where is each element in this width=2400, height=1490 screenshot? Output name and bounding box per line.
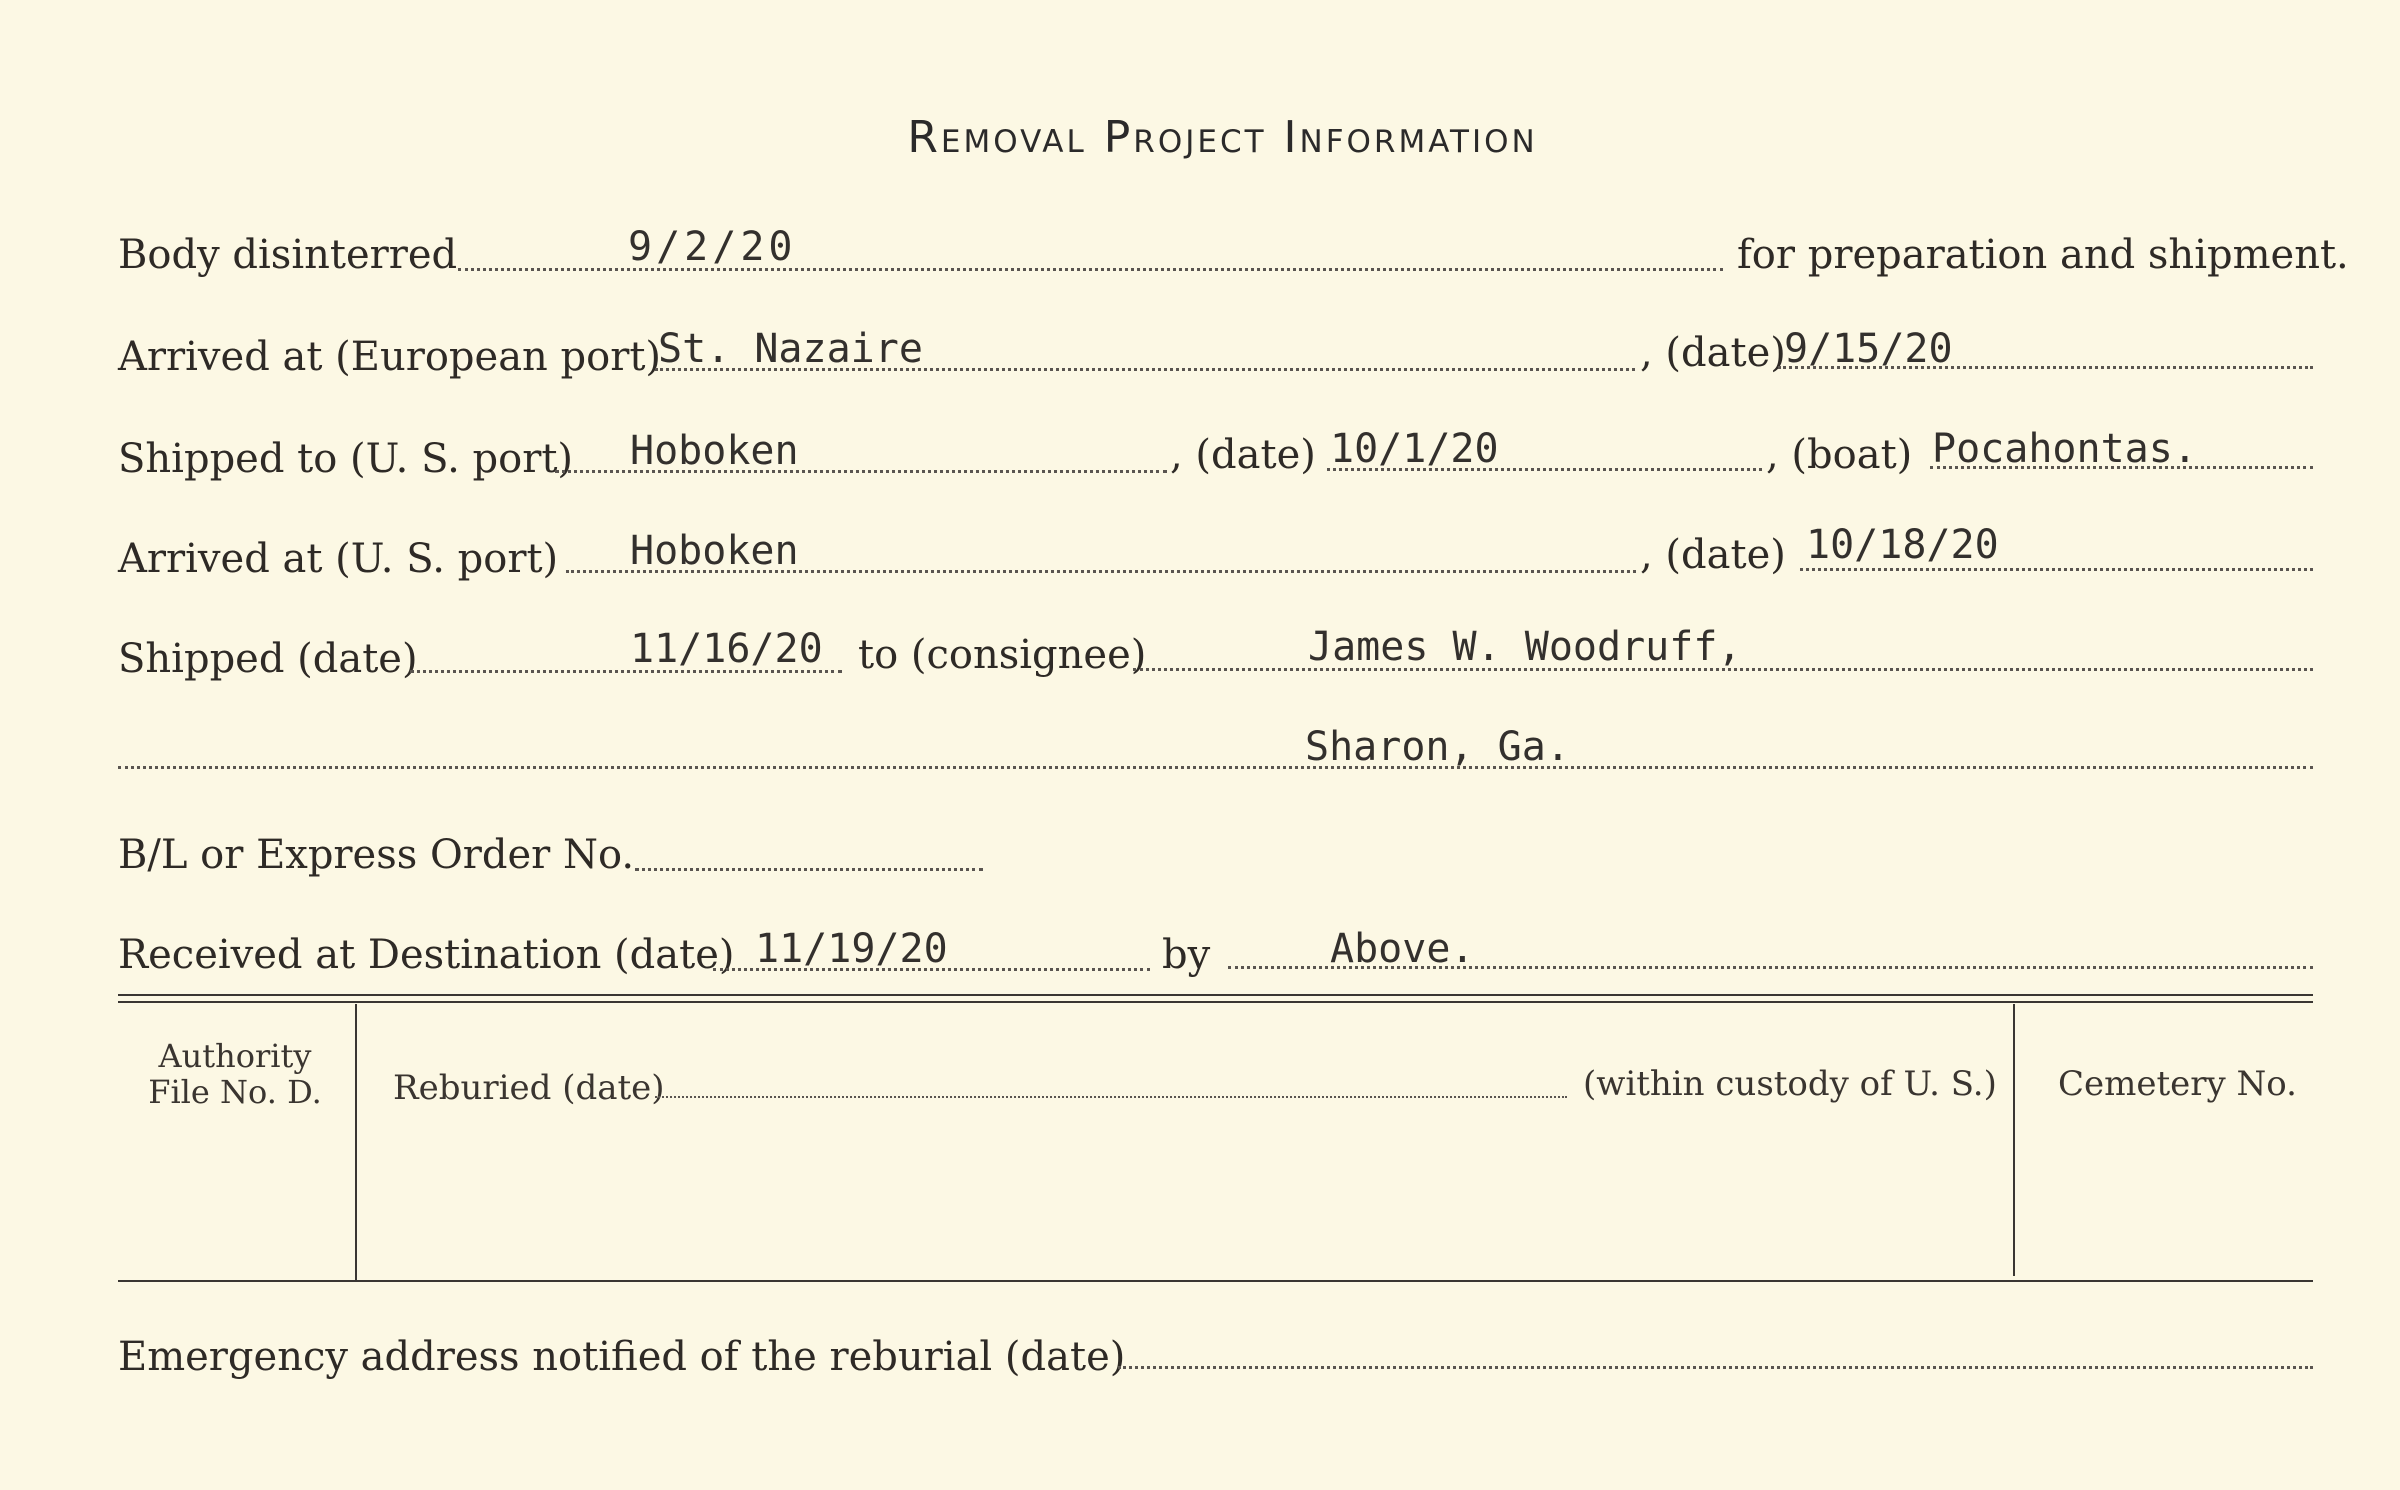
- cemetery-label: Cemetery No.: [2058, 1064, 2297, 1104]
- shipped-date-value: 10/1/20: [1330, 426, 1499, 472]
- us-port-shipped-value: Hoboken: [630, 428, 799, 474]
- body-disinterred-label: Body disinterred: [118, 232, 458, 278]
- us-arrived-date-label: , (date): [1640, 532, 1786, 578]
- us-port-arrived-label: Arrived at (U. S. port): [118, 536, 559, 582]
- us-port-shipped-label: Shipped to (U. S. port): [118, 436, 573, 482]
- emergency-line: [1118, 1366, 2313, 1369]
- authority-label: [120, 1038, 350, 1110]
- us-arrived-date-value: 10/18/20: [1806, 522, 1999, 568]
- european-port-value: St. Nazaire: [658, 326, 923, 372]
- body-disinterred-value: 9/2/20: [628, 224, 797, 270]
- authority-line-1: Authority: [158, 1037, 312, 1075]
- emergency-label: Emergency address notified of the reburial (date): [118, 1334, 1126, 1380]
- box-top-rule-2: [118, 1001, 2313, 1003]
- consignee-address: Sharon, Ga.: [1305, 724, 1570, 770]
- reburied-line: [655, 1096, 1567, 1098]
- received-by-label: by: [1162, 932, 1211, 978]
- european-port-label: Arrived at (European port): [118, 334, 662, 380]
- european-date-label: , (date): [1640, 330, 1786, 376]
- boat-value: Pocahontas.: [1932, 426, 2197, 472]
- boat-label: , (boat): [1766, 432, 1913, 478]
- shipped-final-label: Shipped (date): [118, 636, 418, 682]
- received-label: Received at Destination (date): [118, 932, 735, 978]
- consignee-line-2: [118, 766, 2313, 769]
- european-date-value: 9/15/20: [1784, 326, 1953, 372]
- consignee-label: to (consignee): [858, 632, 1147, 678]
- box-top-rule-1: [118, 994, 2313, 996]
- shipped-date-label: , (date): [1170, 432, 1316, 478]
- box-divider-right: [2013, 1004, 2015, 1276]
- custody-label: (within custody of U. S.): [1583, 1064, 1997, 1104]
- received-by-value: Above.: [1330, 926, 1475, 972]
- box-bottom-rule: [118, 1280, 2313, 1282]
- authority-line-2: File No. D.: [148, 1073, 322, 1111]
- us-port-arrived-value: Hoboken: [630, 528, 799, 574]
- box-divider-left: [355, 1004, 357, 1280]
- consignee-name: James W. Woodruff,: [1308, 624, 1742, 670]
- us-arrived-date-line: [1800, 568, 2313, 571]
- reburied-label: Reburied (date): [393, 1068, 665, 1108]
- card-title: Removal Project Information: [907, 112, 1538, 163]
- shipment-suffix: for preparation and shipment.: [1737, 232, 2349, 278]
- shipped-final-date: 11/16/20: [630, 626, 823, 672]
- bl-order-line: [635, 868, 983, 871]
- received-date-value: 11/19/20: [755, 926, 948, 972]
- bl-order-label: B/L or Express Order No.: [118, 832, 635, 878]
